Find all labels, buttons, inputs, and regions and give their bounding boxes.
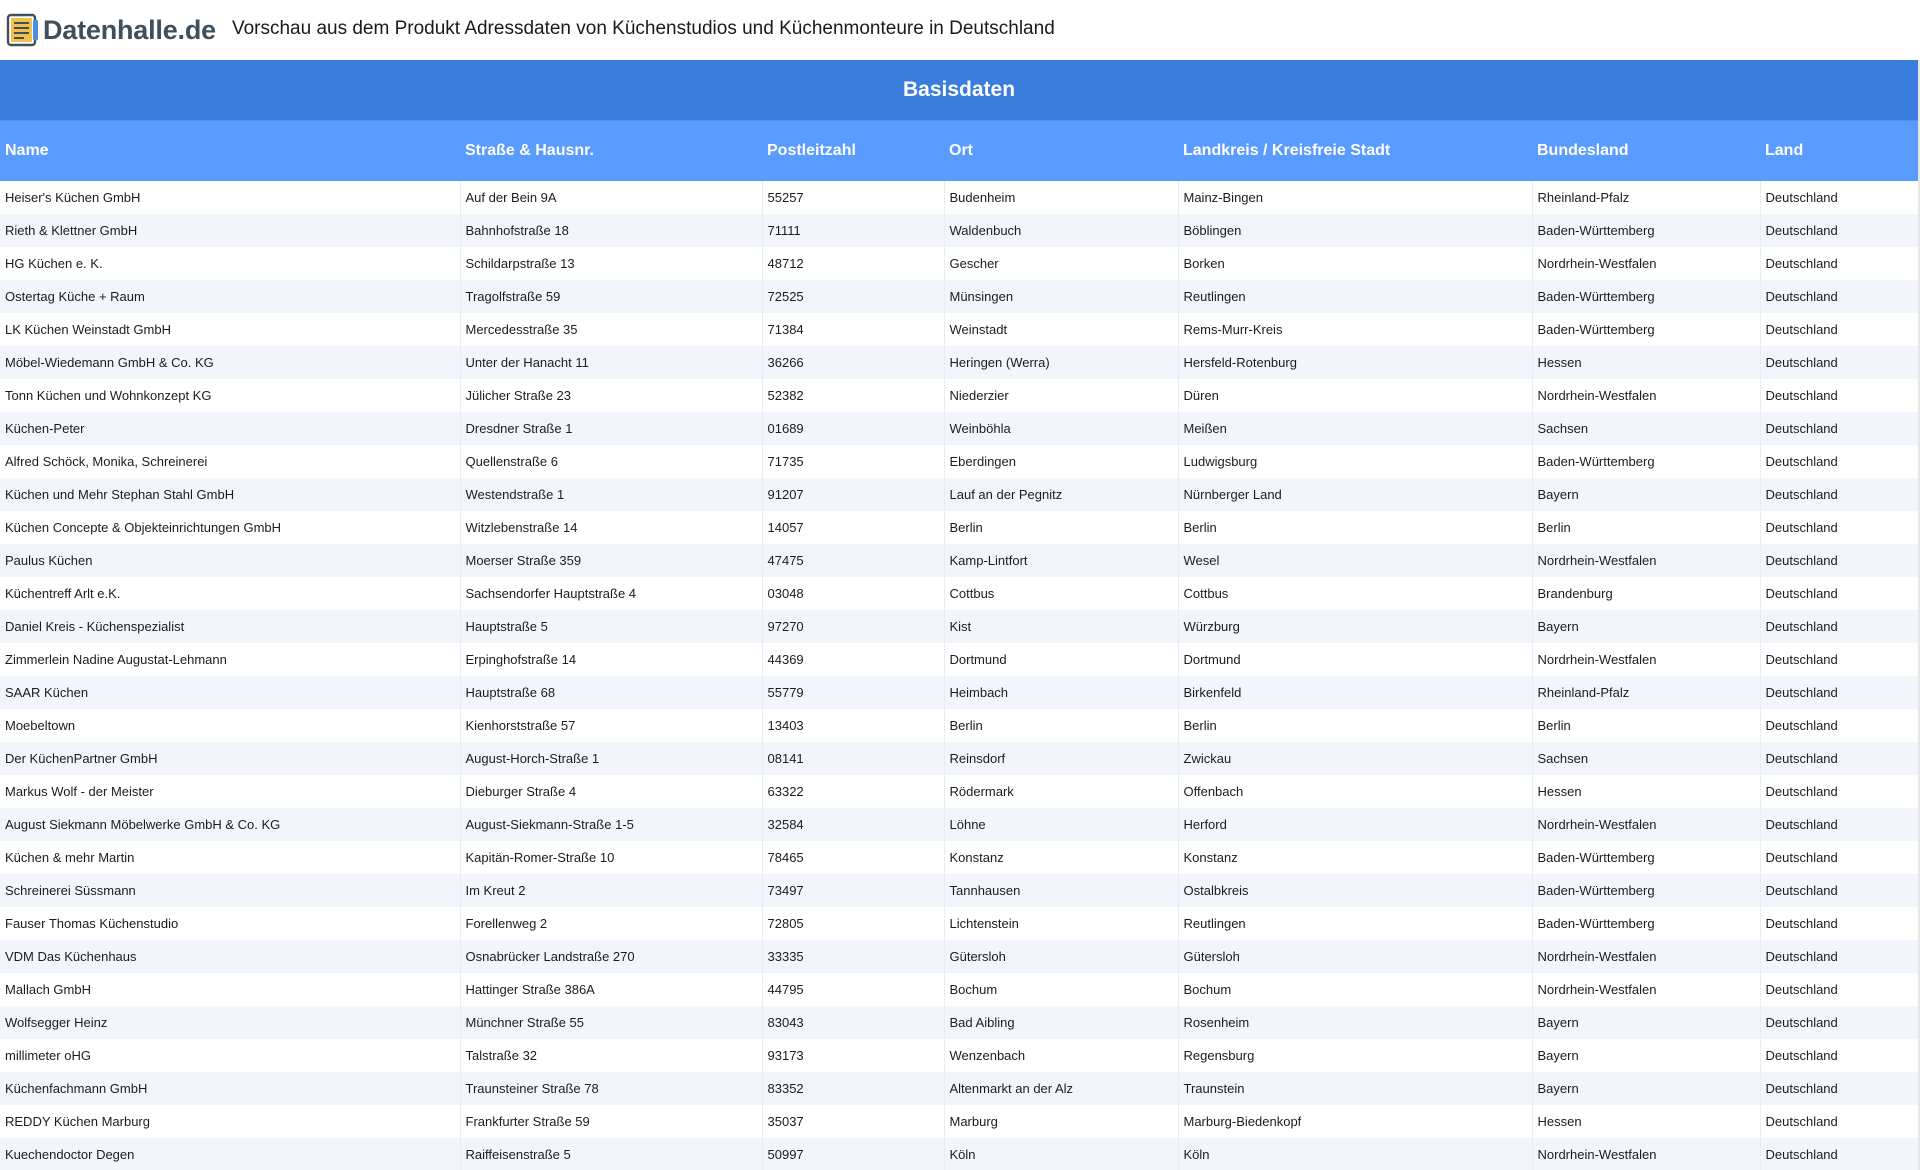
cell-district: Berlin xyxy=(1178,709,1532,742)
cell-city: Bochum xyxy=(944,973,1178,1006)
cell-city: Lauf an der Pegnitz xyxy=(944,478,1178,511)
cell-state: Rheinland-Pfalz xyxy=(1532,181,1760,214)
cell-street: Mercedesstraße 35 xyxy=(460,313,762,346)
cell-postal-code: 63322 xyxy=(762,775,944,808)
table-row xyxy=(0,478,1918,511)
cell-country: Deutschland xyxy=(1760,1138,1918,1170)
cell-street: Talstraße 32 xyxy=(460,1039,762,1072)
table-body xyxy=(0,181,1918,1170)
cell-district: Zwickau xyxy=(1178,742,1532,775)
cell-country: Deutschland xyxy=(1760,1105,1918,1138)
cell-city: Wenzenbach xyxy=(944,1039,1178,1072)
cell-postal-code: 55257 xyxy=(762,181,944,214)
cell-postal-code: 47475 xyxy=(762,544,944,577)
cell-name: Markus Wolf - der Meister xyxy=(0,775,460,808)
cell-state: Bayern xyxy=(1532,1072,1760,1105)
cell-district: Gütersloh xyxy=(1178,940,1532,973)
cell-name: Moebeltown xyxy=(0,709,460,742)
cell-district: Offenbach xyxy=(1178,775,1532,808)
cell-street: Schildarpstraße 13 xyxy=(460,247,762,280)
cell-city: Köln xyxy=(944,1138,1178,1170)
cell-postal-code: 71735 xyxy=(762,445,944,478)
cell-name: Alfred Schöck, Monika, Schreinerei xyxy=(0,445,460,478)
table-row xyxy=(0,808,1918,841)
cell-postal-code: 08141 xyxy=(762,742,944,775)
cell-name: SAAR Küchen xyxy=(0,676,460,709)
cell-street: Hauptstraße 68 xyxy=(460,676,762,709)
table-row xyxy=(0,445,1918,478)
cell-postal-code: 35037 xyxy=(762,1105,944,1138)
cell-country: Deutschland xyxy=(1760,511,1918,544)
cell-postal-code: 71111 xyxy=(762,214,944,247)
cell-name: Zimmerlein Nadine Augustat-Lehmann xyxy=(0,643,460,676)
cell-district: Nürnberger Land xyxy=(1178,478,1532,511)
cell-country: Deutschland xyxy=(1760,610,1918,643)
logo[interactable] xyxy=(6,10,216,50)
cell-city: Lichtenstein xyxy=(944,907,1178,940)
cell-district: Berlin xyxy=(1178,511,1532,544)
column-header-postal-code: Postleitzahl xyxy=(762,121,944,182)
cell-city: Weinstadt xyxy=(944,313,1178,346)
cell-state: Bayern xyxy=(1532,1006,1760,1039)
column-header-city: Ort xyxy=(944,121,1178,182)
cell-name: Küchen und Mehr Stephan Stahl GmbH xyxy=(0,478,460,511)
cell-district: Herford xyxy=(1178,808,1532,841)
cell-state: Baden-Württemberg xyxy=(1532,280,1760,313)
cell-street: Traunsteiner Straße 78 xyxy=(460,1072,762,1105)
cell-country: Deutschland xyxy=(1760,709,1918,742)
cell-country: Deutschland xyxy=(1760,346,1918,379)
cell-name: Der KüchenPartner GmbH xyxy=(0,742,460,775)
cell-state: Nordrhein-Westfalen xyxy=(1532,940,1760,973)
cell-district: Meißen xyxy=(1178,412,1532,445)
column-header-row xyxy=(0,121,1918,182)
cell-street: Münchner Straße 55 xyxy=(460,1006,762,1039)
cell-country: Deutschland xyxy=(1760,214,1918,247)
cell-city: Löhne xyxy=(944,808,1178,841)
cell-district: Cottbus xyxy=(1178,577,1532,610)
cell-country: Deutschland xyxy=(1760,940,1918,973)
cell-district: Hersfeld-Rotenburg xyxy=(1178,346,1532,379)
cell-name: Ostertag Küche + Raum xyxy=(0,280,460,313)
cell-state: Bayern xyxy=(1532,610,1760,643)
cell-street: Unter der Hanacht 11 xyxy=(460,346,762,379)
cell-country: Deutschland xyxy=(1760,907,1918,940)
cell-district: Böblingen xyxy=(1178,214,1532,247)
cell-state: Sachsen xyxy=(1532,412,1760,445)
cell-street: August-Siekmann-Straße 1-5 xyxy=(460,808,762,841)
table-row xyxy=(0,379,1918,412)
cell-state: Nordrhein-Westfalen xyxy=(1532,247,1760,280)
cell-city: Niederzier xyxy=(944,379,1178,412)
table-row xyxy=(0,181,1918,214)
cell-name: August Siekmann Möbelwerke GmbH & Co. KG xyxy=(0,808,460,841)
cell-country: Deutschland xyxy=(1760,445,1918,478)
cell-country: Deutschland xyxy=(1760,874,1918,907)
cell-street: Dieburger Straße 4 xyxy=(460,775,762,808)
cell-street: Kienhorststraße 57 xyxy=(460,709,762,742)
cell-postal-code: 36266 xyxy=(762,346,944,379)
cell-state: Nordrhein-Westfalen xyxy=(1532,643,1760,676)
cell-city: Cottbus xyxy=(944,577,1178,610)
table-row xyxy=(0,643,1918,676)
cell-street: Westendstraße 1 xyxy=(460,478,762,511)
cell-state: Nordrhein-Westfalen xyxy=(1532,808,1760,841)
cell-street: Frankfurter Straße 59 xyxy=(460,1105,762,1138)
table-row xyxy=(0,1072,1918,1105)
cell-street: August-Horch-Straße 1 xyxy=(460,742,762,775)
cell-city: Reinsdorf xyxy=(944,742,1178,775)
cell-street: Raiffeisenstraße 5 xyxy=(460,1138,762,1170)
cell-state: Nordrhein-Westfalen xyxy=(1532,379,1760,412)
table-row xyxy=(0,412,1918,445)
cell-state: Nordrhein-Westfalen xyxy=(1532,973,1760,1006)
cell-postal-code: 78465 xyxy=(762,841,944,874)
page-title: Vorschau aus dem Produkt Adressdaten von Küchenstudios und Küchenmonteure in Deutschland xyxy=(231,18,1055,39)
cell-city: Marburg xyxy=(944,1105,1178,1138)
table-row xyxy=(0,1105,1918,1138)
column-header-country: Land xyxy=(1760,121,1918,182)
cell-district: Birkenfeld xyxy=(1178,676,1532,709)
table-row xyxy=(0,280,1918,313)
cell-country: Deutschland xyxy=(1760,379,1918,412)
cell-street: Kapitän-Romer-Straße 10 xyxy=(460,841,762,874)
cell-name: Kuechendoctor Degen xyxy=(0,1138,460,1170)
table-row xyxy=(0,511,1918,544)
cell-country: Deutschland xyxy=(1760,775,1918,808)
cell-district: Regensburg xyxy=(1178,1039,1532,1072)
cell-country: Deutschland xyxy=(1760,181,1918,214)
table-row xyxy=(0,610,1918,643)
table-row xyxy=(0,907,1918,940)
cell-postal-code: 01689 xyxy=(762,412,944,445)
cell-district: Konstanz xyxy=(1178,841,1532,874)
cell-name: Fauser Thomas Küchenstudio xyxy=(0,907,460,940)
cell-postal-code: 48712 xyxy=(762,247,944,280)
cell-name: Daniel Kreis - Küchenspezialist xyxy=(0,610,460,643)
cell-postal-code: 52382 xyxy=(762,379,944,412)
cell-name: HG Küchen e. K. xyxy=(0,247,460,280)
logo-text: Datenhalle.de xyxy=(43,14,216,45)
cell-name: Küchenfachmann GmbH xyxy=(0,1072,460,1105)
cell-name: Mallach GmbH xyxy=(0,973,460,1006)
cell-city: Waldenbuch xyxy=(944,214,1178,247)
cell-postal-code: 55779 xyxy=(762,676,944,709)
cell-district: Bochum xyxy=(1178,973,1532,1006)
cell-district: Traunstein xyxy=(1178,1072,1532,1105)
cell-postal-code: 03048 xyxy=(762,577,944,610)
cell-district: Mainz-Bingen xyxy=(1178,181,1532,214)
cell-name: Schreinerei Süssmann xyxy=(0,874,460,907)
table-row xyxy=(0,247,1918,280)
cell-postal-code: 71384 xyxy=(762,313,944,346)
data-table-container xyxy=(0,60,1918,1170)
cell-state: Nordrhein-Westfalen xyxy=(1532,544,1760,577)
cell-city: Münsingen xyxy=(944,280,1178,313)
preview-table xyxy=(0,60,1918,1170)
cell-country: Deutschland xyxy=(1760,412,1918,445)
cell-country: Deutschland xyxy=(1760,1006,1918,1039)
cell-postal-code: 93173 xyxy=(762,1039,944,1072)
cell-country: Deutschland xyxy=(1760,808,1918,841)
cell-country: Deutschland xyxy=(1760,313,1918,346)
cell-postal-code: 14057 xyxy=(762,511,944,544)
cell-name: Heiser's Küchen GmbH xyxy=(0,181,460,214)
cell-district: Ostalbkreis xyxy=(1178,874,1532,907)
cell-state: Hessen xyxy=(1532,1105,1760,1138)
table-row xyxy=(0,214,1918,247)
cell-postal-code: 13403 xyxy=(762,709,944,742)
section-title: Basisdaten xyxy=(0,60,1918,121)
cell-street: Quellenstraße 6 xyxy=(460,445,762,478)
cell-postal-code: 91207 xyxy=(762,478,944,511)
cell-city: Budenheim xyxy=(944,181,1178,214)
cell-country: Deutschland xyxy=(1760,643,1918,676)
cell-name: LK Küchen Weinstadt GmbH xyxy=(0,313,460,346)
cell-postal-code: 83352 xyxy=(762,1072,944,1105)
cell-postal-code: 72805 xyxy=(762,907,944,940)
cell-country: Deutschland xyxy=(1760,676,1918,709)
cell-state: Baden-Württemberg xyxy=(1532,874,1760,907)
cell-name: Küchen & mehr Martin xyxy=(0,841,460,874)
cell-city: Kamp-Lintfort xyxy=(944,544,1178,577)
cell-country: Deutschland xyxy=(1760,973,1918,1006)
cell-state: Baden-Württemberg xyxy=(1532,841,1760,874)
database-logo-icon xyxy=(6,12,40,48)
cell-street: Hattinger Straße 386A xyxy=(460,973,762,1006)
cell-postal-code: 73497 xyxy=(762,874,944,907)
cell-postal-code: 33335 xyxy=(762,940,944,973)
cell-postal-code: 97270 xyxy=(762,610,944,643)
cell-country: Deutschland xyxy=(1760,280,1918,313)
cell-city: Konstanz xyxy=(944,841,1178,874)
cell-state: Berlin xyxy=(1532,709,1760,742)
table-row xyxy=(0,676,1918,709)
cell-state: Baden-Württemberg xyxy=(1532,313,1760,346)
cell-state: Bayern xyxy=(1532,478,1760,511)
cell-state: Baden-Württemberg xyxy=(1532,907,1760,940)
cell-street: Moerser Straße 359 xyxy=(460,544,762,577)
cell-city: Rödermark xyxy=(944,775,1178,808)
table-row xyxy=(0,1039,1918,1072)
cell-postal-code: 72525 xyxy=(762,280,944,313)
cell-city: Dortmund xyxy=(944,643,1178,676)
column-header-state: Bundesland xyxy=(1532,121,1760,182)
cell-street: Sachsendorfer Hauptstraße 4 xyxy=(460,577,762,610)
cell-name: Küchentreff Arlt e.K. xyxy=(0,577,460,610)
cell-country: Deutschland xyxy=(1760,577,1918,610)
cell-district: Ludwigsburg xyxy=(1178,445,1532,478)
cell-street: Hauptstraße 5 xyxy=(460,610,762,643)
cell-state: Berlin xyxy=(1532,511,1760,544)
cell-district: Düren xyxy=(1178,379,1532,412)
cell-street: Jülicher Straße 23 xyxy=(460,379,762,412)
cell-district: Rosenheim xyxy=(1178,1006,1532,1039)
cell-district: Reutlingen xyxy=(1178,907,1532,940)
cell-city: Gütersloh xyxy=(944,940,1178,973)
cell-street: Bahnhofstraße 18 xyxy=(460,214,762,247)
table-row xyxy=(0,544,1918,577)
cell-district: Borken xyxy=(1178,247,1532,280)
table-row xyxy=(0,775,1918,808)
cell-city: Altenmarkt an der Alz xyxy=(944,1072,1178,1105)
cell-country: Deutschland xyxy=(1760,544,1918,577)
cell-city: Weinböhla xyxy=(944,412,1178,445)
cell-street: Forellenweg 2 xyxy=(460,907,762,940)
section-header-row xyxy=(0,60,1918,121)
column-header-street: Straße & Hausnr. xyxy=(460,121,762,182)
cell-name: Rieth & Klettner GmbH xyxy=(0,214,460,247)
cell-city: Bad Aibling xyxy=(944,1006,1178,1039)
table-row xyxy=(0,1006,1918,1039)
cell-city: Tannhausen xyxy=(944,874,1178,907)
cell-name: REDDY Küchen Marburg xyxy=(0,1105,460,1138)
cell-district: Köln xyxy=(1178,1138,1532,1170)
cell-name: Tonn Küchen und Wohnkonzept KG xyxy=(0,379,460,412)
cell-state: Rheinland-Pfalz xyxy=(1532,676,1760,709)
cell-state: Nordrhein-Westfalen xyxy=(1532,1138,1760,1170)
cell-city: Eberdingen xyxy=(944,445,1178,478)
column-header-district: Landkreis / Kreisfreie Stadt xyxy=(1178,121,1532,182)
cell-country: Deutschland xyxy=(1760,841,1918,874)
cell-street: Osnabrücker Landstraße 270 xyxy=(460,940,762,973)
cell-name: Küchen-Peter xyxy=(0,412,460,445)
cell-district: Wesel xyxy=(1178,544,1532,577)
cell-postal-code: 44795 xyxy=(762,973,944,1006)
cell-country: Deutschland xyxy=(1760,1072,1918,1105)
cell-postal-code: 83043 xyxy=(762,1006,944,1039)
cell-state: Brandenburg xyxy=(1532,577,1760,610)
cell-city: Berlin xyxy=(944,709,1178,742)
cell-district: Reutlingen xyxy=(1178,280,1532,313)
cell-street: Witzlebenstraße 14 xyxy=(460,511,762,544)
cell-state: Hessen xyxy=(1532,346,1760,379)
cell-postal-code: 44369 xyxy=(762,643,944,676)
cell-name: Möbel-Wiedemann GmbH & Co. KG xyxy=(0,346,460,379)
table-row xyxy=(0,709,1918,742)
cell-city: Gescher xyxy=(944,247,1178,280)
cell-state: Baden-Württemberg xyxy=(1532,445,1760,478)
table-row xyxy=(0,577,1918,610)
cell-district: Rems-Murr-Kreis xyxy=(1178,313,1532,346)
cell-country: Deutschland xyxy=(1760,1039,1918,1072)
table-row xyxy=(0,874,1918,907)
cell-country: Deutschland xyxy=(1760,247,1918,280)
cell-state: Sachsen xyxy=(1532,742,1760,775)
cell-city: Heimbach xyxy=(944,676,1178,709)
cell-name: millimeter oHG xyxy=(0,1039,460,1072)
table-row xyxy=(0,841,1918,874)
cell-name: Paulus Küchen xyxy=(0,544,460,577)
cell-city: Berlin xyxy=(944,511,1178,544)
table-row xyxy=(0,742,1918,775)
cell-district: Dortmund xyxy=(1178,643,1532,676)
table-row xyxy=(0,1138,1918,1170)
cell-city: Heringen (Werra) xyxy=(944,346,1178,379)
cell-name: VDM Das Küchenhaus xyxy=(0,940,460,973)
cell-street: Im Kreut 2 xyxy=(460,874,762,907)
cell-street: Tragolfstraße 59 xyxy=(460,280,762,313)
cell-street: Auf der Bein 9A xyxy=(460,181,762,214)
table-row xyxy=(0,346,1918,379)
cell-postal-code: 32584 xyxy=(762,808,944,841)
cell-district: Würzburg xyxy=(1178,610,1532,643)
table-row xyxy=(0,940,1918,973)
cell-city: Kist xyxy=(944,610,1178,643)
cell-name: Wolfsegger Heinz xyxy=(0,1006,460,1039)
cell-state: Bayern xyxy=(1532,1039,1760,1072)
table-row xyxy=(0,973,1918,1006)
table-row xyxy=(0,313,1918,346)
cell-postal-code: 50997 xyxy=(762,1138,944,1170)
cell-country: Deutschland xyxy=(1760,478,1918,511)
cell-name: Küchen Concepte & Objekteinrichtungen GmbH xyxy=(0,511,460,544)
header-bar xyxy=(0,0,1920,60)
column-header-name: Name xyxy=(0,121,460,182)
cell-state: Hessen xyxy=(1532,775,1760,808)
cell-state: Baden-Württemberg xyxy=(1532,214,1760,247)
cell-street: Erpinghofstraße 14 xyxy=(460,643,762,676)
cell-district: Marburg-Biedenkopf xyxy=(1178,1105,1532,1138)
cell-street: Dresdner Straße 1 xyxy=(460,412,762,445)
cell-country: Deutschland xyxy=(1760,742,1918,775)
